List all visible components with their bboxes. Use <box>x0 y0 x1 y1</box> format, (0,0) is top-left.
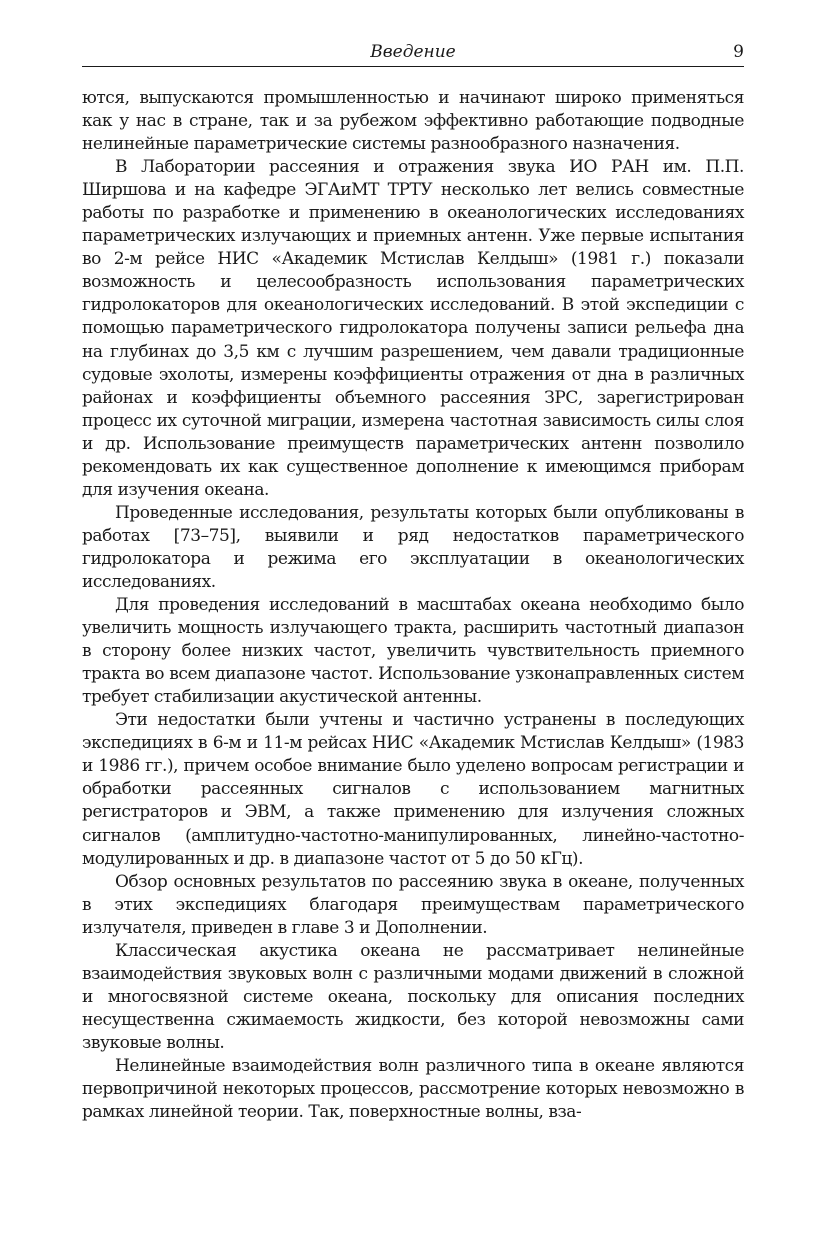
running-header <box>82 40 744 67</box>
paragraph-8: Нелинейные взаимодействия волн различного типа в океане являются первопричиной некоторых процессов, рассмотрение которых невозможно в рамках линейной теории. Так, поверхностные волны, вза- <box>82 1055 744 1123</box>
paragraph-3: Проведенные исследования, результаты которых были опубликованы в работах [73–75], выявили и ряд недостатков параметрического гидролокатора и режима его эксплуатации в океанологических исследованиях. <box>82 502 744 592</box>
running-title: Введение <box>370 42 456 62</box>
paragraph-6: Обзор основных результатов по рассеянию звука в океане, полученных в этих экспедициях благодаря преимуществам параметрического излучателя, приведен в главе 3 и Дополнении. <box>82 871 744 938</box>
paragraph-1: ются, выпускаются промышленностью и начинают широко применяться как у нас в стране, так и за рубежом эффективно работающие подводные нелинейные параметрические системы разнообразного назначения. <box>82 88 744 155</box>
paragraph-7: Классическая акустика океана не рассматривает нелинейные взаимодействия звуковых волн с различными модами движений в сложной и многосвязной системе океана, поскольку для описания последних несущественна сжимаемость жидкости, без которой невозможны сами звуковые волны. <box>82 940 744 1053</box>
paragraph-5: Эти недостатки были учтены и частично устранены в последующих экспедициях в 6-м и 11-м рейсах НИС «Академик Мстислав Келдыш» (1983 и 1986 гг.), причем особое внимание было уделено вопросам регистрации и обработки рассеянных сигналов с использованием магнитных регистраторов и ЭВМ, а также применению для излучения сложных сигналов (амплитудно-частотно-манипулированных, линейно-частотно-модулированных и др. в диапазоне частот от 5 до 50 кГц). <box>82 710 744 869</box>
paragraph-2: В Лаборатории рассеяния и отражения звука ИО РАН им. П.П. Ширшова и на кафедре ЭГАиМТ ТРТУ несколько лет велись совместные работы по разработке и применению в океанологических исследованиях параметрических излучающих и приемных антенн. Уже первые испытания во 2-м рейсе НИС «Академик Мстислав Келдыш» (1981 г.) показали возможность и целесообразность использования параметрических гидролокаторов для океанологических исследований. В этой экспедиции с помощью параметрического гидролокатора получены записи рельефа дна на глубинах до 3,5 км с лучшим разрешением, чем давали традиционные судовые эхолоты, измерены коэффициенты отражения от дна в различных районах и коэффициенты объемного рассеяния ЗРС, зарегистрирован процесс их суточной миграции, измерена частотная зависимость силы слоя и др. Использование преимуществ параметрических антенн позволило рекомендовать их как существенное дополнение к имеющимся приборам для изучения океана. <box>82 157 744 500</box>
document-page <box>82 40 744 1124</box>
page-number: 9 <box>733 42 744 62</box>
body-text <box>82 87 744 1124</box>
paragraph-4: Для проведения исследований в масштабах океана необходимо было увеличить мощность излучающего тракта, расширить частотный диапазон в сторону более низких частот, увеличить чувствительность приемного тракта во всем диапазоне частот. Использование узконаправленных систем требует стабилизации акустической антенны. <box>82 595 744 708</box>
